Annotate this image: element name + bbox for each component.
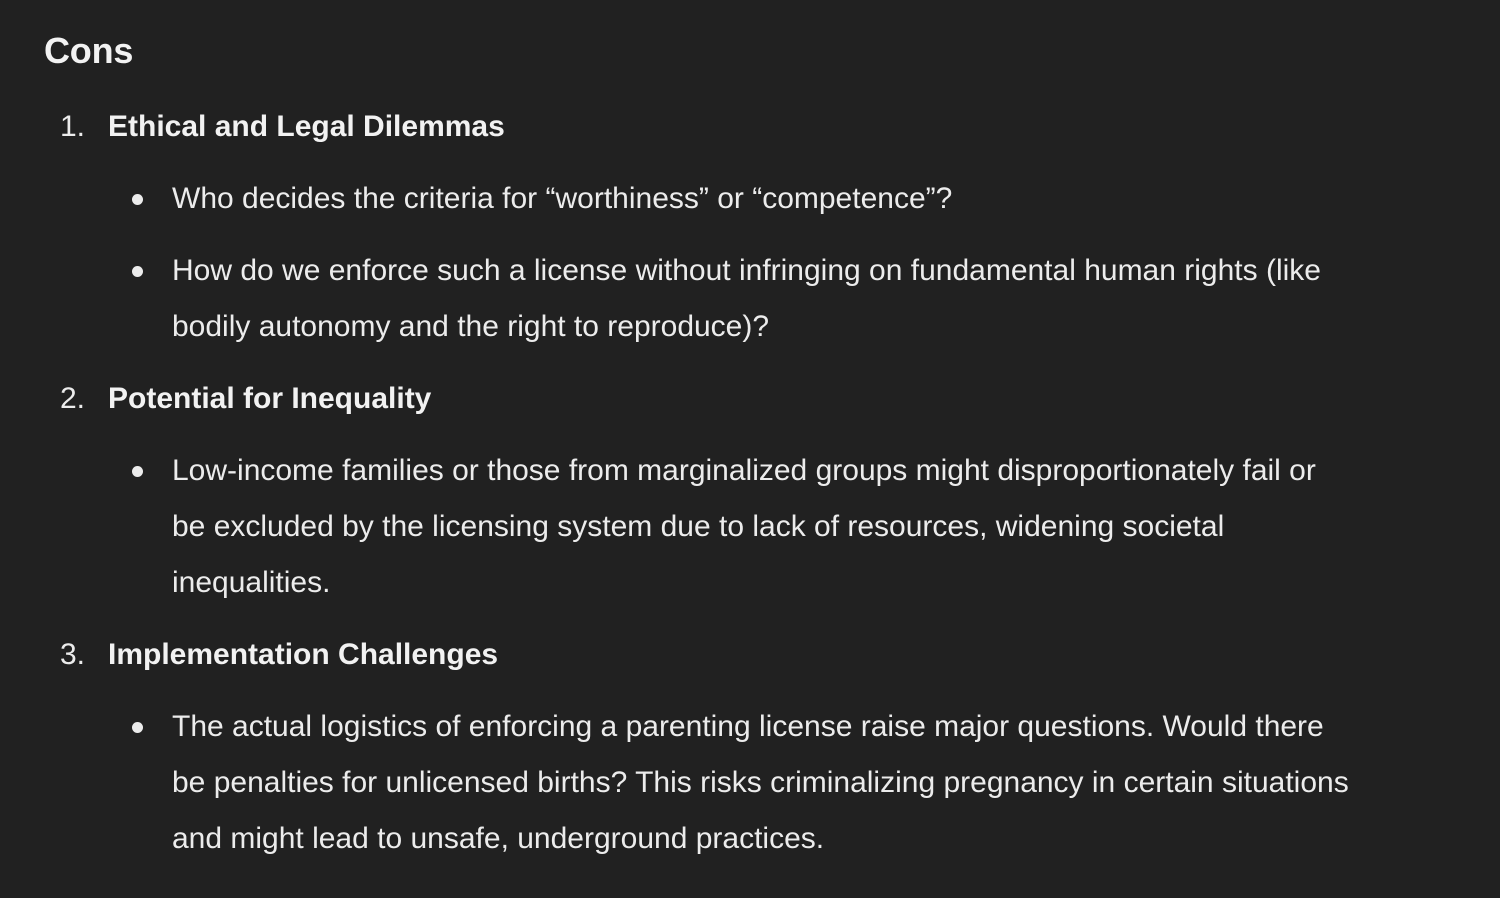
bullet-dot-icon <box>132 266 143 277</box>
bullet-line: Who decides the criteria for “worthiness” or “competence”? <box>172 182 953 215</box>
section-title: Cons <box>44 30 134 71</box>
bullet-line: be penalties for unlicensed births? This risks criminalizing pregnancy in certain situations <box>172 766 1349 799</box>
list-number: 2. <box>60 382 86 415</box>
list-number: 3. <box>60 638 86 671</box>
bullet-text <box>172 443 1472 611</box>
bullet-line: inequalities. <box>172 566 331 599</box>
list-heading: Potential for Inequality <box>108 382 432 415</box>
list-heading: Ethical and Legal Dilemmas <box>108 110 505 143</box>
bullet-line: How do we enforce such a license without infringing on fundamental human rights (like <box>172 254 1321 287</box>
list-heading: Implementation Challenges <box>108 638 499 671</box>
bullet-dot-icon <box>132 194 143 205</box>
bullet-text <box>172 699 1472 867</box>
bullet-line: bodily autonomy and the right to reproduce)? <box>172 310 770 343</box>
list-number: 1. <box>60 110 86 143</box>
bullet-text <box>172 243 1472 355</box>
bullet-line: Low-income families or those from marginalized groups might disproportionately fail or <box>172 454 1316 487</box>
bullet-line: be excluded by the licensing system due to lack of resources, widening societal <box>172 510 1225 543</box>
bullet-line: The actual logistics of enforcing a parenting license raise major questions. Would there <box>172 710 1324 743</box>
bullet-line: and might lead to unsafe, underground practices. <box>172 822 825 855</box>
bullet-dot-icon <box>132 466 143 477</box>
bullet-text <box>172 171 1472 227</box>
bullet-dot-icon <box>132 722 143 733</box>
